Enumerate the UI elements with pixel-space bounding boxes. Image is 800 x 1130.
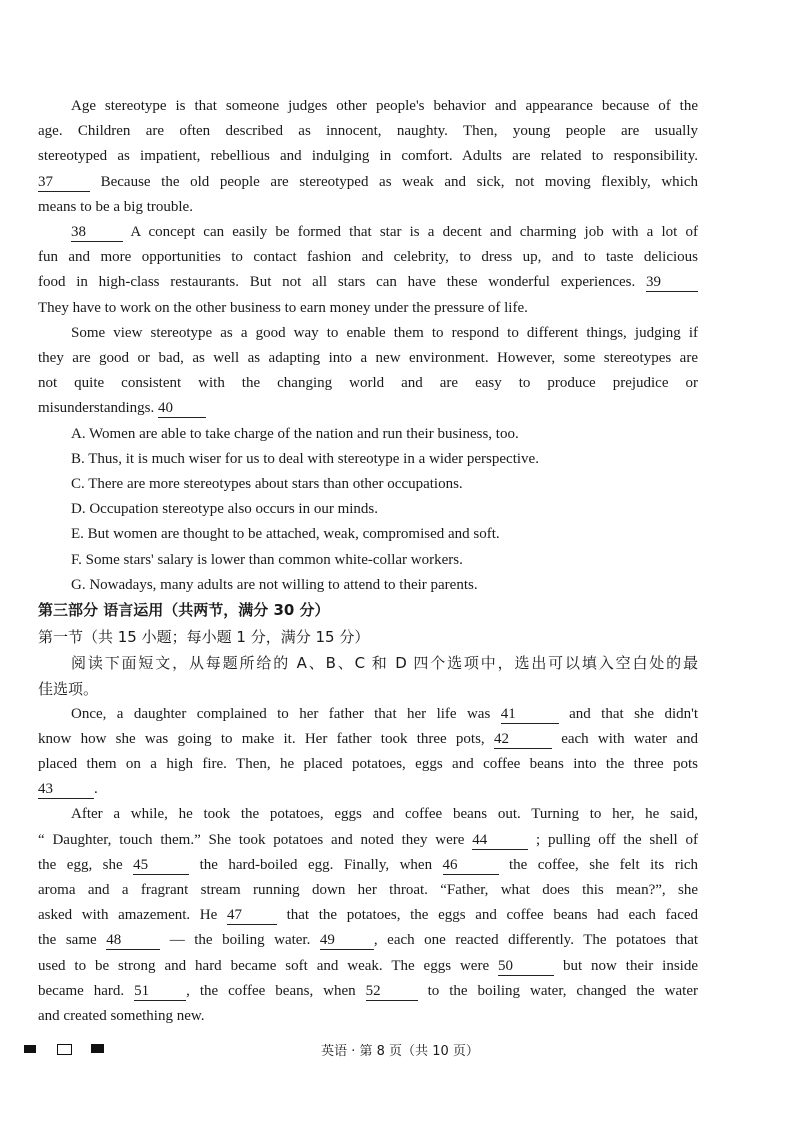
blank-42[interactable]: 42: [494, 730, 552, 749]
p1-line2: age. Children are often described as innocent, naughty. Then, young people are usually: [38, 123, 698, 140]
cloze-text: to the boiling water, changed the water: [427, 982, 698, 999]
blank-37[interactable]: 37: [38, 173, 90, 192]
cloze-line5: After a while, he took the potatoes, eggs and coffee beans out. Turning to her, he said,: [71, 806, 698, 823]
cloze-text: and that she didn't: [569, 705, 699, 722]
cloze-line10: [38, 928, 698, 953]
cloze-text: but now their inside: [562, 957, 699, 974]
blank-47[interactable]: 47: [227, 906, 277, 925]
p2-line1-text: A concept can easily be formed that star is a decent and charming job with a lot of: [130, 224, 698, 241]
blank-51[interactable]: 51: [134, 982, 186, 1001]
instruction-line1: 阅读下面短文，从每题所给的 A、B、C 和 D 四个选项中，选出可以填入空白处的最: [71, 653, 698, 672]
cloze-text: the egg, she: [38, 856, 123, 873]
cloze-text: know how she was going to make it. Her father took three pots,: [38, 730, 485, 747]
blank-46[interactable]: 46: [443, 856, 499, 875]
cloze-line6: [38, 828, 698, 853]
blank-39[interactable]: 39: [646, 273, 698, 292]
cloze-text: ; pulling off the shell of: [536, 831, 699, 848]
cloze-text: used to be strong and hard became soft and weak. The eggs were: [38, 957, 490, 974]
p2-line3: [38, 270, 698, 295]
cloze-line4: [38, 777, 698, 802]
option-b: B. Thus, it is much wiser for us to deal with stereotype in a wider perspective.: [71, 450, 539, 467]
cloze-line9: [38, 903, 698, 928]
page-content: [38, 94, 698, 1029]
p1-line1: Age stereotype is that someone judges other people's behavior and appearance because of the: [71, 98, 698, 114]
p2-line1: [38, 220, 698, 245]
option-d: D. Occupation stereotype also occurs in our minds.: [71, 501, 379, 518]
instruction-line2: 佳选项。: [38, 679, 99, 698]
cloze-line7: [38, 853, 698, 878]
cloze-text: .: [94, 781, 98, 798]
cloze-line13: and created something new.: [38, 1008, 205, 1024]
cloze-text: the hard-boiled egg. Finally, when: [199, 856, 433, 873]
blank-40[interactable]: 40: [158, 399, 206, 418]
cloze-line3: placed them on a high fire. Then, he placed potatoes, eggs and coffee beans into the three pots: [38, 755, 698, 772]
cloze-line8: aroma and a fragrant stream running down her throat. “Father, what does this mean?”, she: [38, 881, 698, 898]
cloze-text: , the coffee beans, when: [186, 982, 356, 999]
p1-line5: means to be a big trouble.: [38, 198, 193, 215]
page-footer: [0, 1040, 800, 1060]
p2-line2: fun and more opportunities to contact fashion and celebrity, to dress up, and to taste delicious: [38, 249, 698, 266]
p3-line4-text: misunderstandings.: [38, 400, 155, 417]
blank-52[interactable]: 52: [366, 982, 418, 1001]
p3-line2: they are good or bad, as well as adapting into a new environment. However, some stereotypes are: [38, 350, 698, 367]
blank-48[interactable]: 48: [106, 931, 160, 950]
part3-title: 第三部分 语言运用（共两节，满分 30 分）: [38, 601, 330, 620]
cloze-line2: [38, 727, 698, 752]
cloze-text: “ Daughter, touch them.” She took potatoes and noted they were: [38, 831, 465, 848]
p1-line3: stereotyped as impatient, rebellious and indulging in comfort. Adults are related to responsibility.: [38, 148, 698, 165]
blank-41[interactable]: 41: [501, 705, 559, 724]
cloze-text: asked with amazement. He: [38, 907, 218, 924]
cloze-text: — the boiling water.: [169, 932, 311, 949]
option-g: G. Nowadays, many adults are not willing to attend to their parents.: [71, 576, 478, 593]
option-e: E. But women are thought to be attached, weak, compromised and soft.: [71, 526, 500, 543]
cloze-text: the same: [38, 932, 97, 949]
p1-line4-text: Because the old people are stereotyped as weak and sick, not moving flexibly, which: [100, 173, 698, 190]
option-a: A. Women are able to take charge of the nation and run their business, too.: [71, 425, 519, 442]
blank-45[interactable]: 45: [133, 856, 189, 875]
cloze-text: that the potatoes, the eggs and coffee beans had each faced: [286, 907, 699, 924]
p2-line3-text: food in high-class restaurants. But not all stars can have these wonderful experiences.: [38, 274, 636, 291]
cloze-text: each with water and: [561, 730, 699, 747]
cloze-line1: [38, 702, 698, 727]
blank-49[interactable]: 49: [320, 931, 374, 950]
page-number: 英语 · 第 8 页（共 10 页）: [321, 1044, 479, 1059]
p3-line3: not quite consistent with the changing world and are easy to produce prejudice or: [38, 375, 698, 392]
blank-50[interactable]: 50: [498, 957, 554, 976]
cloze-text: , each one reacted differently. The potatoes that: [373, 932, 699, 949]
cloze-text: the coffee, she felt its rich: [509, 856, 699, 873]
cloze-text: Once, a daughter complained to her father that her life was: [71, 705, 491, 722]
p3-line1: Some view stereotype as a good way to enable them to respond to different things, judging if: [71, 324, 698, 341]
blank-43[interactable]: 43: [38, 780, 94, 799]
option-c: C. There are more stereotypes about stars than other occupations.: [71, 476, 463, 493]
cloze-line12: [38, 979, 698, 1004]
p3-line4: [38, 396, 698, 421]
option-f: F. Some stars' salary is lower than common white-collar workers.: [71, 551, 463, 568]
blank-38[interactable]: 38: [71, 223, 123, 242]
p1-line4: [38, 170, 698, 195]
section1-title: 第一节（共 15 小题；每小题 1 分，满分 15 分）: [38, 627, 370, 646]
blank-44[interactable]: 44: [472, 831, 528, 850]
cloze-line11: [38, 954, 698, 979]
cloze-text: became hard.: [38, 982, 125, 999]
p2-line4: They have to work on the other business to earn money under the pressure of life.: [38, 299, 528, 316]
